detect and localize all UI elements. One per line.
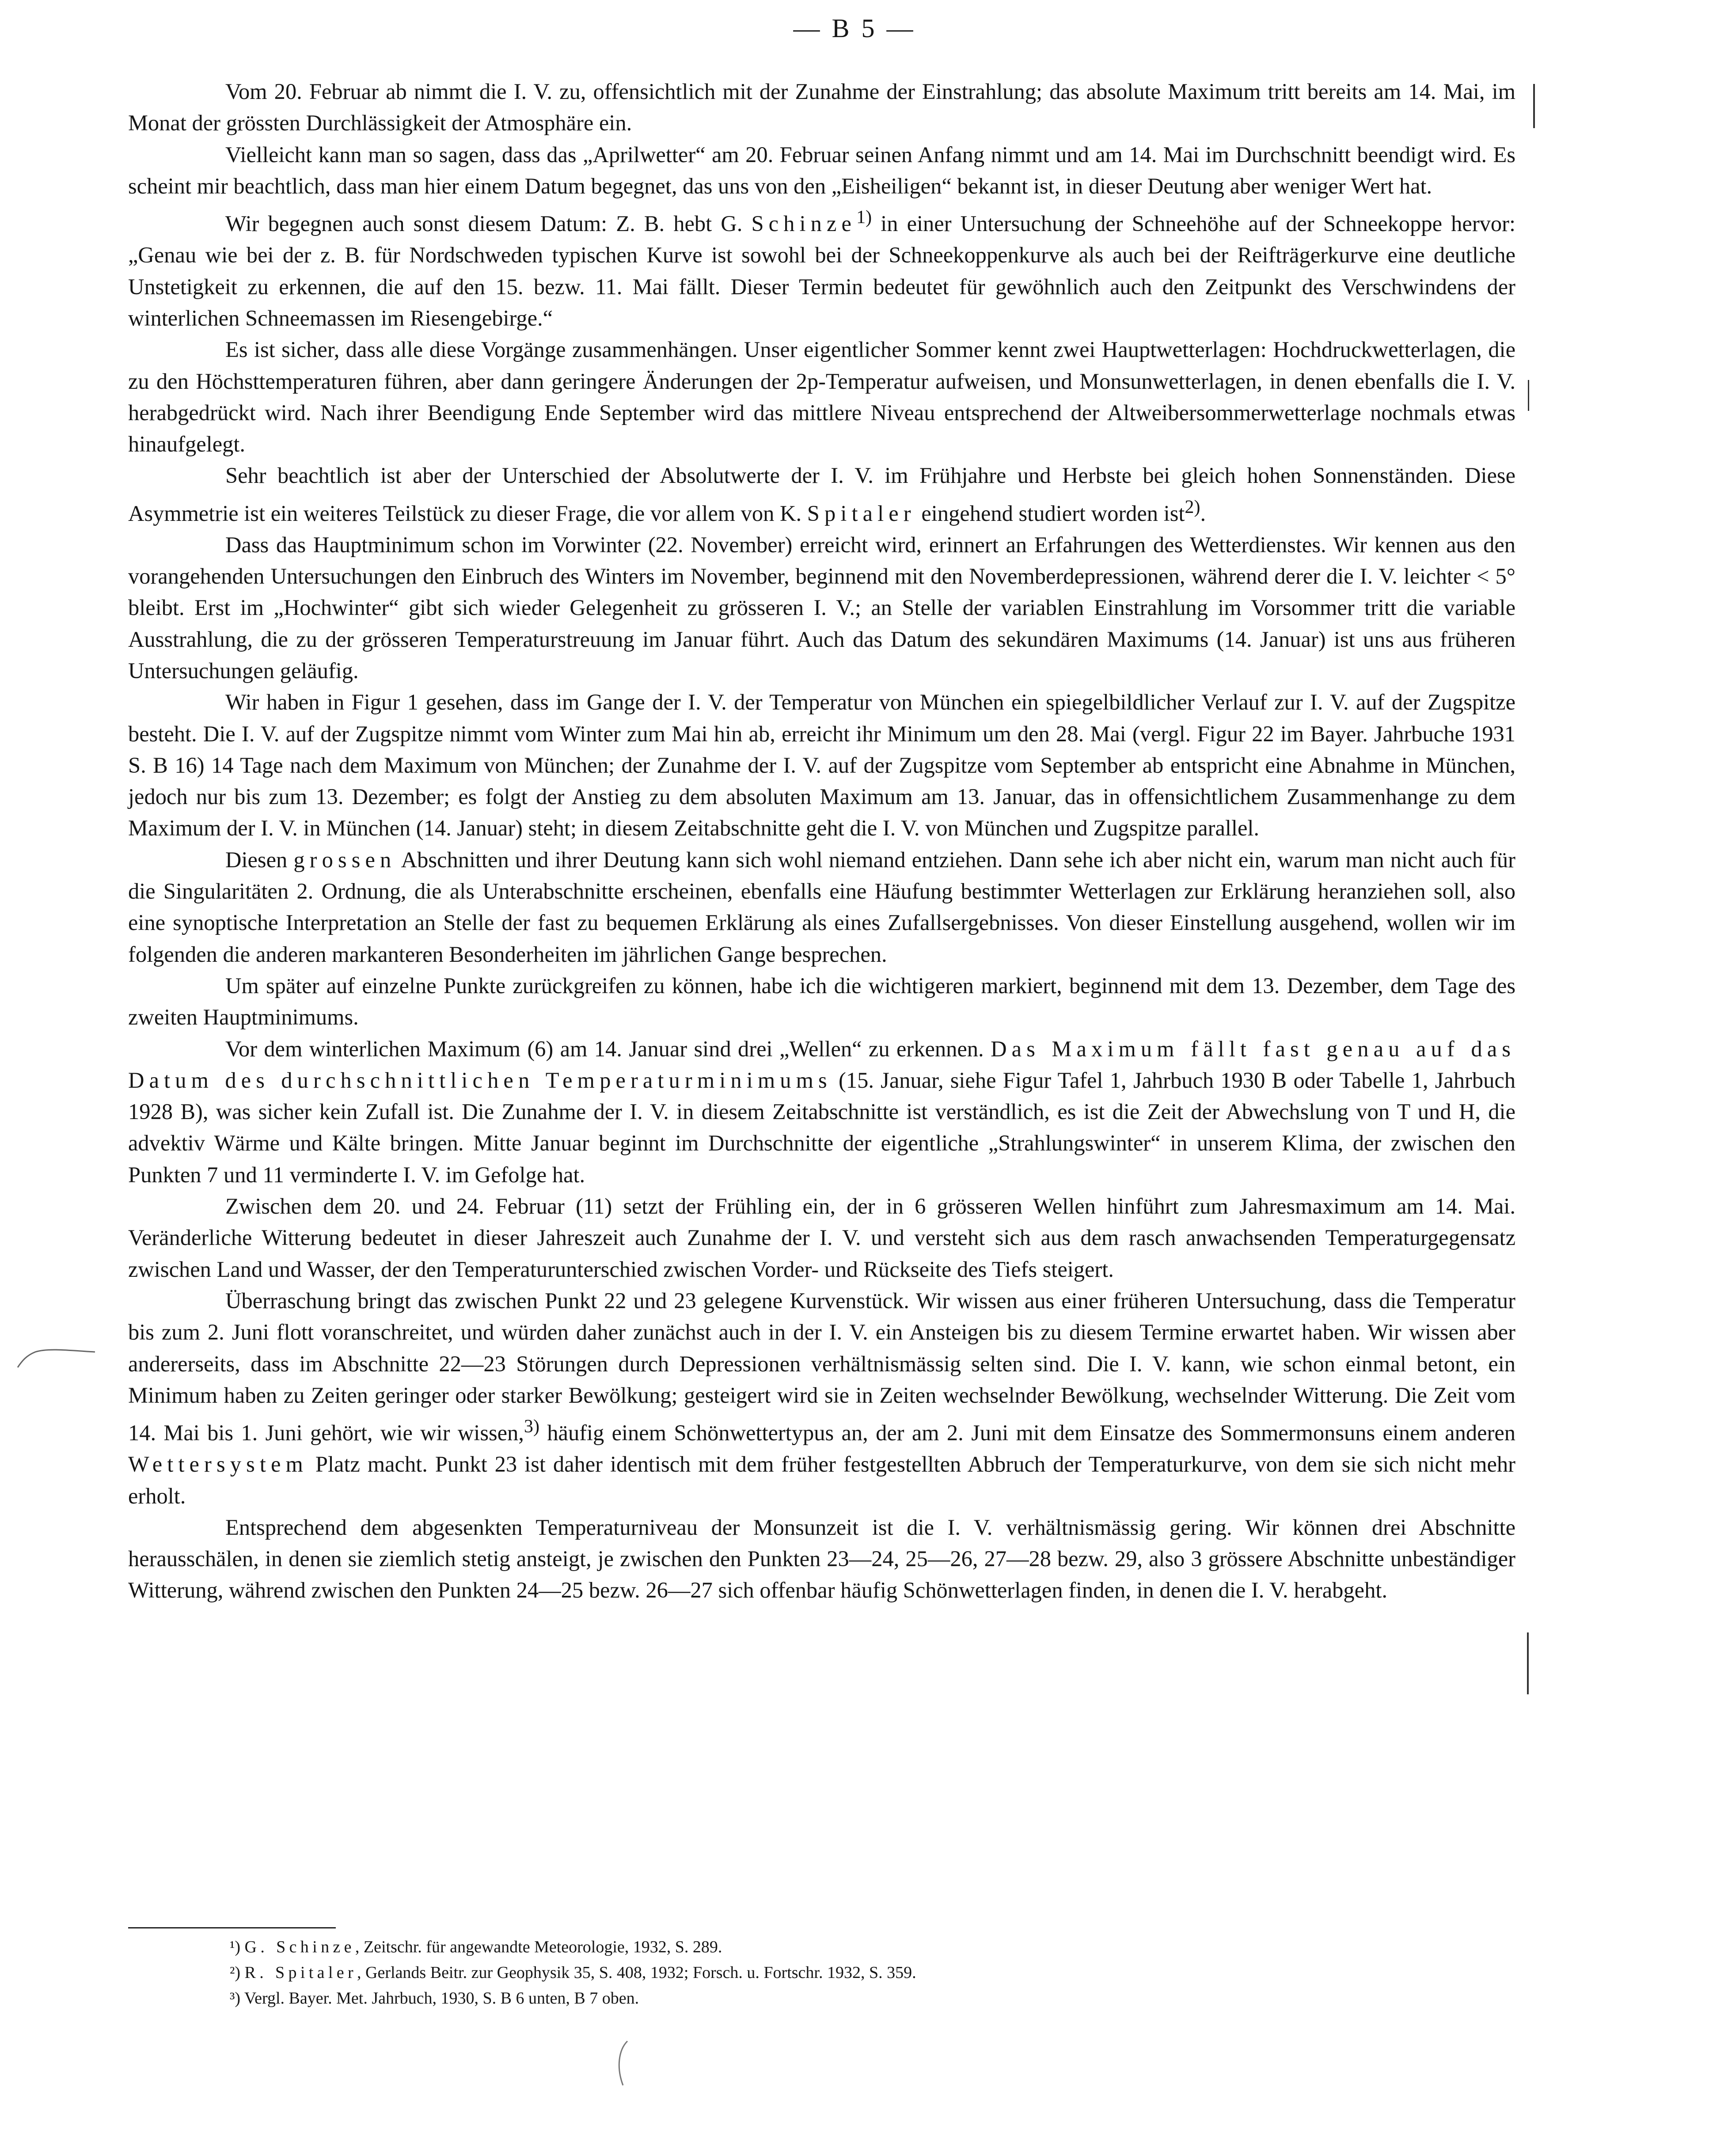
paragraph: Vom 20. Februar ab nimmt die I. V. zu, offensichtlich mit der Zunahme der Einstrahlung; das absolute Maximum tritt bereits am 14. Mai, im Monat der grössten Durchlässigkeit der Atmosphäre ein. xyxy=(128,79,1515,136)
footnote-ref: 2) xyxy=(1185,497,1200,517)
footnote-1: ¹) G. Schinze, Zeitschr. für angewandte Meteorologie, 1932, S. 289. xyxy=(230,1938,722,1956)
margin-curve xyxy=(9,1334,97,1370)
emphasis: grossen xyxy=(293,847,396,872)
paragraph: Sehr beachtlich ist aber der Unterschied der Absolutwerte der I. V. im Frühjahre und Herbste bei gleich hohen Sonnenständen. Diese Asymmetrie ist ein weiteres Teilstück zu dieser Frage, die vor allem von K. Spitaler eingehend studiert worden ist$^{2)}$. xyxy=(128,463,1515,526)
paragraph: Entsprechend dem abgesenkten Temperaturniveau der Monsunzeit ist die I. V. verhältnismässig gering. Wir können drei Abschnitte herausschälen, in denen sie ziemlich stetig ansteigt, je zwischen den Punkten 23—24, 25—26, 27—28 bezw. 29, also 3 grössere Abschnitte unbeständiger Witterung, während zwischen den Punkten 24—25 bezw. 26—27 sich offenbar häufig Schönwetterlagen finden, in denen die I. V. herabgeht. xyxy=(128,1515,1515,1603)
paragraph: Wir haben in Figur 1 gesehen, dass im Gange der I. V. der Temperatur von München ein spiegelbildlicher Verlauf zur I. V. auf der Zugspitze besteht. Die I. V. auf der Zugspitze nimmt vom Winter zum Mai hin ab, erreicht ihr Minimum um den 28. Mai (vergl. Figur 22 im Bayer. Jahrbuche 1931 S. B 16) 14 Tage nach dem Maximum von München; der Zunahme der I. V. auf der Zugspitze vom September ab entspricht eine Abnahme in München, jedoch nur bis zum 13. Dezember; es folgt der Anstieg zu dem absoluten Maximum am 13. Januar, das in offensichtlichem Zusammenhange zu dem Maximum der I. V. in München (14. Januar) steht; in diesem Zeitabschnitte geht die I. V. von München und Zugspitze parallel. xyxy=(128,690,1515,841)
footnote-author: G. Schinze xyxy=(244,1938,355,1956)
paragraph: Wir begegnen auch sonst diesem Datum: Z. B. hebt G. Schinze$^{1)}$ in einer Untersuchung der Schneehöhe auf der Schneekoppe hervor: „Genau wie bei der z. B. für Nordschweden typischen Kurve ist sowohl bei der Schneekoppenkurve als auch bei der Reifträgerkurve eine deutliche Unstetigkeit zu erkennen, die auf den 15. bezw. 11. Mai fällt. Dieser Termin bedeutet für gewöhnlich auch den Zeitpunkt des Verschwindens der winterlichen Schneemassen im Riesengebirge.“ xyxy=(128,207,1516,330)
paragraph: Vielleicht kann man so sagen, dass das „Aprilwetter“ am 20. Februar seinen Anfang nimmt und am 14. Mai im Durchschnitt beendigt wird. Es scheint mir beachtlich, dass man hier einem Datum begegnet, das uns von den „Eisheiligen“ bekannt ist, in dieser Deutung aber weniger Wert hat. xyxy=(128,142,1515,198)
footnote-ref: 3) xyxy=(524,1416,539,1437)
margin-curve xyxy=(605,2037,641,2090)
footnote-3: ³) Vergl. Bayer. Met. Jahrbuch, 1930, S. B 6 unten, B 7 oben. xyxy=(230,1989,639,2008)
author-name: Schinze xyxy=(751,211,857,236)
emphasis: Das Maximum fällt fast genau auf das Datum des durchschnittlichen Temperaturminimums xyxy=(128,1036,1515,1093)
body-text xyxy=(128,76,1515,1606)
footnotes xyxy=(230,1934,1511,2011)
paragraph: Zwischen dem 20. und 24. Februar (11) setzt der Frühling ein, der in 6 grösseren Wellen hinführt zum Jahresmaximum am 14. Mai. Veränderliche Witterung bedeutet in dieser Jahreszeit auch Zunahme der I. V. und versteht sich aus dem rasch anwachsenden Temperaturgegensatz zwischen Land und Wasser, der den Temperaturunterschied zwischen Vorder- und Rückseite des Tiefs steigert. xyxy=(128,1194,1515,1282)
footnote-ref: 1) xyxy=(856,207,872,228)
paragraph: Dass das Hauptminimum schon im Vorwinter (22. November) erreicht wird, erinnert an Erfahrungen des Wetterdienstes. Wir kennen aus den vorangehenden Untersuchungen den Einbruch des Winters im November, beginnend mit den Novemberdepressionen, während derer die I. V. leichter < 5° bleibt. Erst im „Hochwinter“ gibt sich wieder Gelegenheit zu grösseren I. V.; an Stelle der variablen Einstrahlung im Vorsommer tritt die variable Ausstrahlung, die zu der grösseren Temperaturstreuung im Januar führt. Auch das Datum des sekundären Maximums (14. Januar) ist uns aus früheren Untersuchungen geläufig. xyxy=(128,532,1515,683)
page-number: — B 5 — xyxy=(793,14,916,43)
footnote-2: ²) R. Spitaler, Gerlands Beitr. zur Geophysik 35, S. 408, 1932; Forsch. u. Fortschr. 1932, S. 359. xyxy=(230,1963,916,1982)
author-name: Spitaler xyxy=(807,501,916,526)
paragraph: Überraschung bringt das zwischen Punkt 22 und 23 gelegene Kurvenstück. Wir wissen aus einer früheren Untersuchung, dass die Temperatur bis zum 2. Juni flott voranschreitet, und würden daher zunächst auch in der I. V. ein Ansteigen bis zu diesem Termine erwartet haben. Wir wissen aber andererseits, dass im Abschnitte 22—23 Störungen durch Depressionen verhältnismässig selten sind. Die I. V. kann, wie schon einmal betont, ein Minimum haben zu Zeiten geringer oder starker Bewölkung; gesteigert wird sie in Zeiten wechselnder Bewölkung, wechselnder Witterung. Die Zeit vom 14. Mai bis 1. Juni gehört, wie wir wissen,$^{3)}$ häufig einem Schönwettertypus an, der am 2. Juni mit dem Einsatze des Sommermonsuns einem anderen Wettersystem Platz macht. Punkt 23 ist daher identisch mit dem früher festgestellten Abbruch der Temperaturkurve, von dem sie sich nicht mehr erholt. xyxy=(128,1288,1515,1508)
footnote-author: R. Spitaler xyxy=(244,1963,357,1982)
paragraph: Diesen grossen Abschnitten und ihrer Deutung kann sich wohl niemand entziehen. Dann sehe ich aber nicht ein, warum man nicht auch für die Singularitäten 2. Ordnung, die als Unterabschnitte erscheinen, ebenfalls eine Häufung bestimmter Wetterlagen zur Erklärung heranziehen soll, also eine synoptische Interpretation an Stelle der fast zu bequemen Erklärung als eines Zufallsergebnisses. Von dieser Einstellung ausgehend, wollen wir im folgenden die anderen markanteren Besonderheiten im jährlichen Gange besprechen. xyxy=(128,847,1516,967)
margin-mark xyxy=(1533,84,1535,128)
paragraph: Vor dem winterlichen Maximum (6) am 14. Januar sind drei „Wellen“ zu erkennen. Das Maximum fällt fast genau auf das Datum des durchschnittlichen Temperaturminimums (15. Januar, siehe Figur Tafel 1, Jahrbuch 1930 B oder Tabelle 1, Jahrbuch 1928 B), was sicher kein Zufall ist. Die Zunahme der I. V. in diesem Zeitabschnitte ist verständlich, es ist die Zeit der Abwechslung von T und H, die advektiv Wärme und Kälte bringen. Mitte Januar beginnt im Durchschnitte der eigentliche „Strahlungswinter“ in unserem Klima, der zwischen den Punkten 7 und 11 verminderte I. V. im Gefolge hat. xyxy=(128,1036,1515,1187)
paragraph: Es ist sicher, dass alle diese Vorgänge zusammenhängen. Unser eigentlicher Sommer kennt zwei Hauptwetterlagen: Hochdruckwetterlagen, die zu den Höchsttemperaturen führen, aber dann geringere Änderungen der 2p-Temperatur aufweisen, und Monsunwetterlagen, in denen ebenfalls die I. V. herabgedrückt wird. Nach ihrer Beendigung Ende September wird das mittlere Niveau entsprechend der Altweibersommerwetterlage nochmals etwas hinaufgelegt. xyxy=(128,337,1515,457)
emphasis: Wettersystem xyxy=(128,1452,308,1477)
margin-mark xyxy=(1527,1632,1529,1694)
footnote-divider xyxy=(128,1927,336,1928)
margin-mark xyxy=(1528,380,1529,411)
paragraph: Um später auf einzelne Punkte zurückgreifen zu können, habe ich die wichtigeren markiert, beginnend mit dem 13. Dezember, dem Tage des zweiten Hauptminimums. xyxy=(128,973,1515,1030)
